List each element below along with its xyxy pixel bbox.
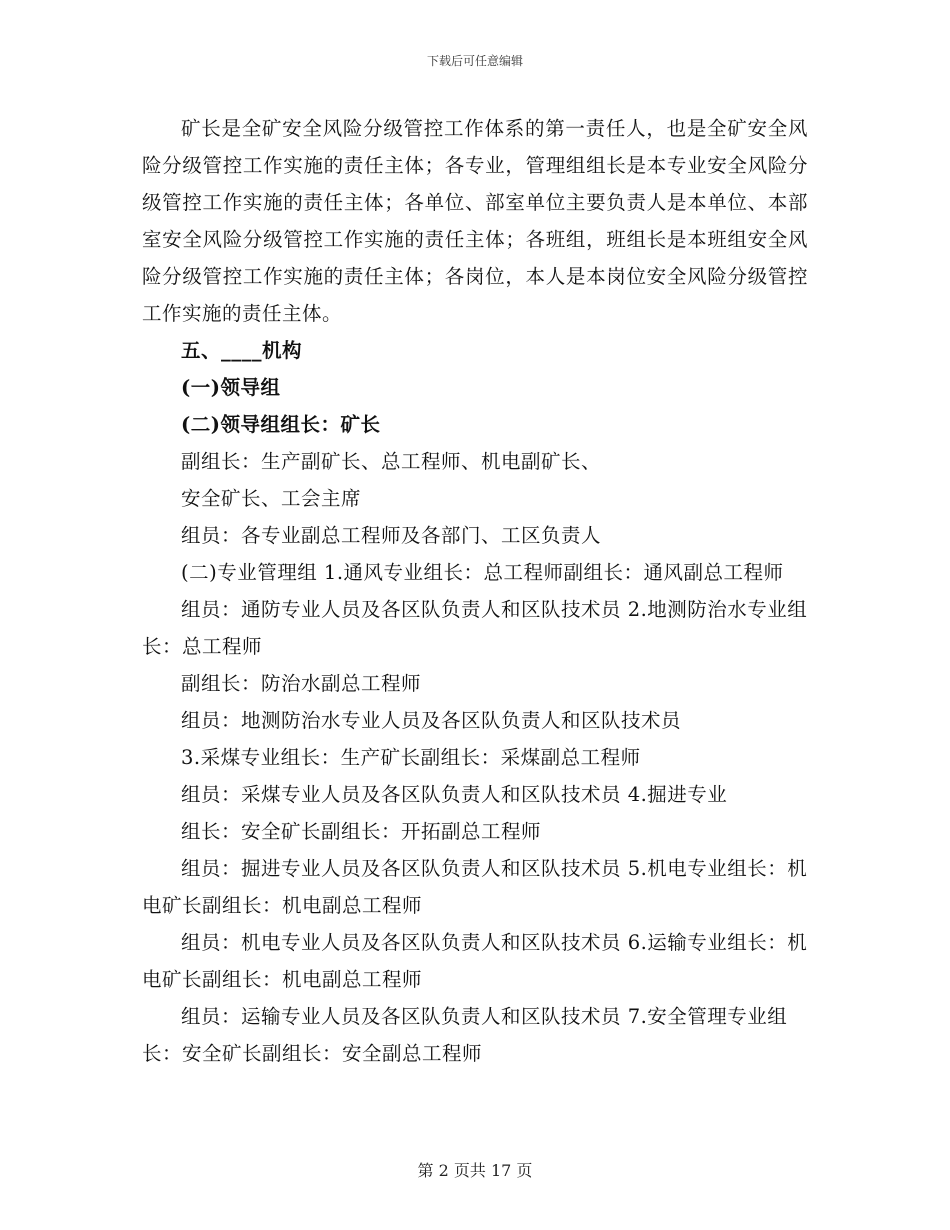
paragraph-12: 组员：采煤专业人员及各区队负责人和区队技术员 4.掘进专业 bbox=[181, 783, 728, 806]
paragraph-14: 组员：掘进专业人员及各区队负责人和区队技术员 5.机电专业组长：机电矿长副组长：机电副总工程师 bbox=[142, 857, 808, 917]
paragraph-11: 3.采煤专业组长：生产矿长副组长：采煤副总工程师 bbox=[181, 746, 641, 769]
paragraph-9: 副组长：防治水副总工程师 bbox=[181, 672, 422, 695]
paragraph-16: 组员：运输专业人员及各区队负责人和区队技术员 7.安全管理专业组长：安全矿长副组长：安全副总工程师 bbox=[142, 1005, 788, 1065]
page-header: 下载后可任意编辑 bbox=[426, 54, 523, 68]
paragraph-5: 安全矿长、工会主席 bbox=[181, 487, 362, 510]
paragraph-8: 组员：通防专业人员及各区队负责人和区队技术员 2.地测防治水专业组长：总工程师 bbox=[142, 598, 808, 658]
paragraph-7: (二)专业管理组 1.通风专业组长：总工程师副组长：通风副总工程师 bbox=[181, 561, 784, 584]
section-heading: 五、____机构 bbox=[181, 339, 303, 362]
paragraph-13: 组长：安全矿长副组长：开拓副总工程师 bbox=[181, 820, 542, 843]
subsection-heading-leadership: (一)领导组 bbox=[181, 376, 281, 399]
paragraph-10: 组员：地测防治水专业人员及各区队负责人和区队技术员 bbox=[181, 709, 682, 732]
paragraph-6: 组员：各专业副总工程师及各部门、工区负责人 bbox=[181, 524, 602, 547]
page-footer: 第 2 页共 17 页 bbox=[417, 1161, 533, 1180]
subsection-heading-leader: (二)领导组组长：矿长 bbox=[181, 413, 381, 436]
paragraph-0: 矿长是全矿安全风险分级管控工作体系的第一责任人，也是全矿安全风险分级管控工作实施的责任主体；各专业，管理组组长是本专业安全风险分级管控工作实施的责任主体；各单位、部室单位主要负责人是本单位、本部室安全风险分级管控工作实施的责任主体；各班组，班组长是本班组安全风险分级管控工作实施的责任主体；各岗位，本人是本岗位安全风险分级管控工作实施的责任主体。 bbox=[142, 117, 808, 325]
document-body bbox=[142, 110, 808, 1072]
paragraph-15: 组员：机电专业人员及各区队负责人和区队技术员 6.运输专业组长：机电矿长副组长：机电副总工程师 bbox=[142, 931, 808, 991]
paragraph-4: 副组长：生产副矿长、总工程师、机电副矿长、 bbox=[181, 450, 602, 473]
